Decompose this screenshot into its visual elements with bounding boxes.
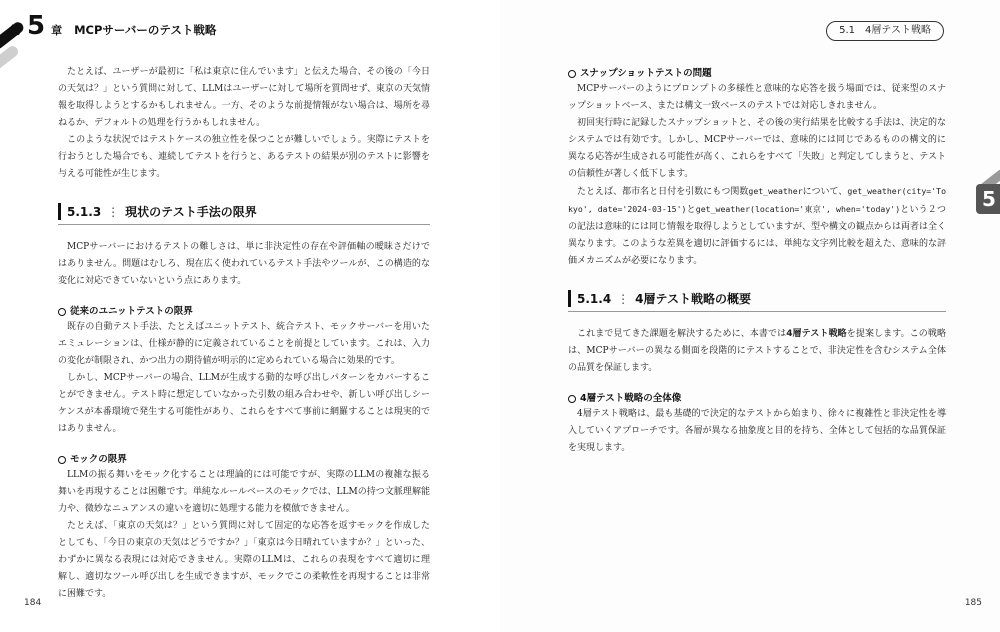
section-heading-5-1-4 (568, 290, 946, 307)
paragraph: これまで見てきた課題を解決するために、本書では4層テスト戦略を提案します。この戦略は、MCPサーバーの異なる側面を段階的にテストすることで、非決定性を含むシステム全体の品質を保証します。 (568, 329, 946, 373)
corner-stripe-icon (0, 44, 20, 71)
paragraph: MCPサーバーにおけるテストの難しさは、単に非決定性の存在や評価軸の曖昧さだけではありません。問題はむしろ、現在広く使われているテスト手法やツールが、この構造的な変化に対応できていないという点にあります。 (58, 242, 430, 286)
subheading-unit-test (58, 304, 430, 319)
heading-bar (58, 203, 61, 220)
subheading-mock (58, 452, 430, 467)
paragraph: 4層テスト戦略は、最も基礎的で決定的なテストから始まり、徐々に複雑性と非決定性を導入していくアプローチです。各層が異なる抽象度と目的を持ち、全体として包括的な品質保証を実現します。 (568, 409, 946, 453)
ring-bullet-icon (58, 456, 66, 464)
subheading-overview (568, 391, 946, 406)
heading-bar (568, 290, 571, 307)
page-number: 184 (24, 598, 42, 608)
chapter-prefix: 第 (10, 24, 21, 37)
left-page-body (58, 64, 430, 603)
chapter-tab: 5 (976, 184, 1000, 214)
paragraph: しかし、MCPサーバーの場合、LLMが生成する動的な呼び出しパターンをカバーすることができません。テスト時に想定していなかった引数の組み合わせや、新しい呼び出しシーケンスが本番環境で発生する可能性があり、これらをすべて事前に網羅することは現実的ではありません。 (58, 373, 430, 434)
page-number: 185 (964, 598, 982, 608)
subheading-title: モックの限界 (70, 454, 127, 465)
subheading-title: 4層テスト戦略の全体像 (580, 393, 682, 404)
right-page-body (568, 66, 946, 457)
paragraph: たとえば、ユーザーが最初に「私は東京に住んでいます」と伝えた場合、その後の「今日の天気は？」という質問に対して、LLMはユーザーに対して場所を質問せず、東京の天気情報を取得しようとするかもしれません。一方、そのような前提情報がない場合は、場所を尋ねるか、デフォルトの処理を行うかもしれません。 (58, 67, 430, 128)
chapter-number: 5 (27, 11, 46, 41)
ring-bullet-icon (568, 395, 576, 403)
section-badge: 5.1 4層テスト戦略 (826, 21, 944, 41)
chapter-header (10, 11, 217, 44)
chapter-title: MCPサーバーのテスト戦略 (74, 23, 217, 37)
section-title: 現状のテスト手法の限界 (125, 205, 257, 219)
chapter-suffix: 章 (51, 24, 63, 37)
ring-bullet-icon (568, 70, 576, 78)
section-separator: ⋮ (107, 204, 120, 219)
right-page (500, 0, 1000, 632)
subheading-title: 従来のユニットテストの限界 (70, 306, 193, 317)
section-number: 5.1.4 (577, 291, 612, 306)
bold-term: 4層テスト戦略 (786, 329, 847, 339)
paragraph: たとえば、「東京の天気は？」という質問に対して固定的な応答を返すモックを作成したとしても、「今日の東京の天気はどうですか？」「東京は今日晴れていますか？」といった、わずかに異なる表現には対応できません。実際のLLMは、これらの表現をすべて適切に理解し、適切なツール呼び出しを生成できますが、モックでこの柔軟性を再現することは非常に困難です。 (58, 521, 430, 599)
paragraph: MCPサーバーのようにプロンプトの多様性と意味的な応答を扱う場面では、従来型のスナップショットベース、または構文一致ベースのテストでは対応しきれません。 (568, 84, 946, 111)
paragraph: LLMの振る舞いをモック化することは理論的には可能ですが、実際のLLMの複雑な振る舞いを再現することは困難です。単純なルールベースのモックでは、LLMの持つ文脈理解能力や、微妙なニュアンスの違いを適切に処理する能力を模倣できません。 (58, 470, 430, 514)
inline-code: get_weather(location='東京', when='today') (695, 204, 901, 214)
subheading-snapshot (568, 66, 946, 81)
section-number: 5.1.3 (67, 204, 102, 219)
subheading-title: スナップショットテストの問題 (580, 68, 712, 79)
inline-code: get_weather (748, 186, 803, 196)
paragraph: 初回実行時に記録したスナップショットと、その後の実行結果を比較する手法は、決定的なシステムでは有効です。しかし、MCPサーバーでは、意味的には同じであるものの構文的に異なる応答が生成される可能性が高く、これらをすべて「失敗」と判定してしまうと、テストの信頼性が著しく低下します。 (568, 118, 946, 179)
paragraph-code-example: たとえば、都市名と日付を引数にもつ関数get_weatherについて、get_weather(city='Tokyo', date='2024-03-15')とget_weather(location='東京', when='today')という２つの記法は意味的には同じ情報を取得しようとしていますが、型や構文の観点からは両者は全く異なります。このような差異を適切に評価するには、単純な文字列比較を超えた、意味的な評価メカニズムが必要になります。 (568, 186, 947, 266)
section-title: 4層テスト戦略の概要 (635, 292, 752, 306)
paragraph: このような状況ではテストケースの独立性を保つことが難しいでしょう。実際にテストを行おうとした場合でも、連続してテストを行うと、あるテストの結果が別のテストに影響を与える可能性が生じます。 (58, 135, 430, 179)
section-heading-5-1-3 (58, 203, 430, 220)
paragraph: 既存の自動テスト手法、たとえばユニットテスト、統合テスト、モックサーバーを用いたエミュレーションは、仕様が静的に定義されていることを前提としています。これは、入力の変化が制限され、かつ出力の期待値が明示的に定められている場合に効果的です。 (58, 322, 430, 366)
ring-bullet-icon (58, 308, 66, 316)
inline-code: get_weather(city='Tokyo', date='2024-03-15') (568, 186, 946, 214)
section-separator: ⋮ (617, 291, 630, 306)
